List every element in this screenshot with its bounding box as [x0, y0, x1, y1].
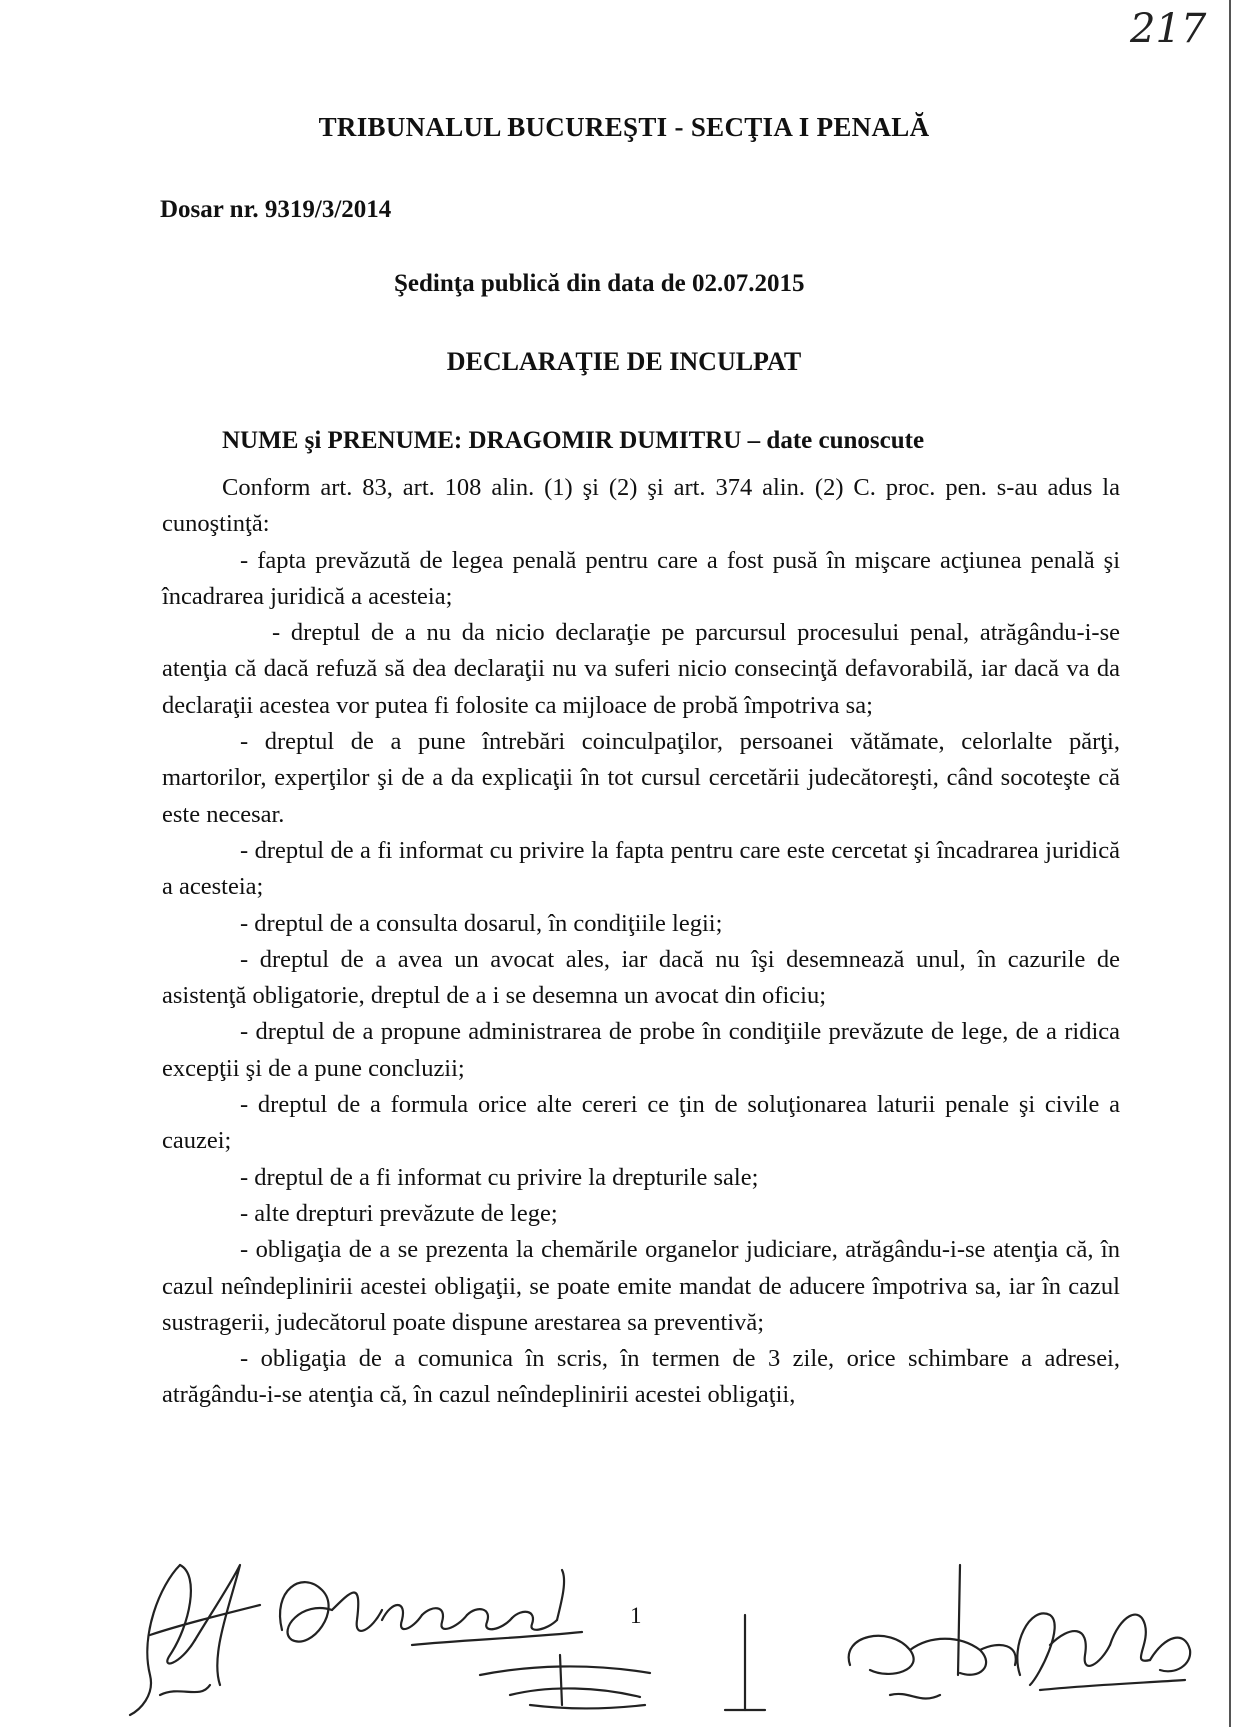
- rights-item: - fapta prevăzută de legea penală pentru care a fost pusă în mişcare acţiunea penală şi încadrarea juridică a acesteia;: [162, 546, 1120, 610]
- rights-item: - dreptul de a pune întrebări coinculpaţilor, persoanei vătămate, celorlalte părţi, martorilor, experţilor şi de a da explicaţii în tot cursul cercetării judecătoreşti, când socoteşte că este necesar.: [162, 728, 1120, 828]
- rights-item: - obligaţia de a comunica în scris, în termen de 3 zile, orice schimbare a adresei, atrăgându-i-se atenţia că, în cazul neîndeplinirii acestei obligaţii,: [162, 1345, 1120, 1409]
- rights-item: - alte drepturi prevăzute de lege;: [240, 1199, 558, 1227]
- rights-item: - dreptul de a avea un avocat ales, iar dacă nu îşi desemnează unul, în cazurile de asistenţă obligatorie, dreptul de a i se desemna un avocat din oficiu;: [162, 945, 1120, 1010]
- rights-item: - dreptul de a fi informat cu privire la drepturile sale;: [240, 1163, 759, 1191]
- rights-item: - obligaţia de a se prezenta la chemările organelor judiciare, atrăgându-i-se atenţia că, în cazul neîndeplinirii acestei obligaţii, se poate emite mandat de aducere împotriva sa, iar în cazul sustragerii, judecătorul poate dispune arestarea sa preventivă;: [162, 1236, 1120, 1336]
- rights-item: - dreptul de a consulta dosarul, în condiţiile legii;: [240, 909, 723, 937]
- defendant-name-line: NUME şi PRENUME: DRAGOMIR DUMITRU – date cunoscute: [222, 427, 925, 454]
- page-number: 1: [630, 1603, 642, 1628]
- rights-item: - dreptul de a fi informat cu privire la fapta pentru care este cercetat şi încadrarea juridică a acesteia;: [162, 836, 1120, 901]
- file-number: Dosar nr. 9319/3/2014: [160, 196, 392, 223]
- court-heading: TRIBUNALUL BUCUREŞTI - SECŢIA I PENALĂ: [318, 112, 930, 142]
- signature-registrar: [1000, 1585, 1200, 1705]
- page-edge-line: [1229, 0, 1231, 1727]
- rights-item: - dreptul de a propune administrarea de probe în condiţiile prevăzute de lege, de a ridica excepţii şi de a pune concluzii;: [162, 1018, 1120, 1082]
- signature-clerk: [470, 1635, 660, 1720]
- rights-item: - dreptul de a formula orice alte cereri ce ţin de soluţionarea laturii penale şi civile a cauzei;: [162, 1091, 1120, 1155]
- document-title: DECLARAŢIE DE INCULPAT: [446, 347, 802, 376]
- rights-item: - dreptul de a nu da nicio declaraţie pe parcursul procesului penal, atrăgându-i-se atenţia că dacă refuză să dea declaraţii nu va suferi nicio consecinţă defavorabilă, iar dacă va da declaraţii acestea vor putea fi folosite ca mijloace de probă împotriva sa;: [162, 619, 1120, 719]
- handwritten-folio-number: 217: [1130, 6, 1207, 52]
- signature-mark: [720, 1610, 770, 1720]
- rights-statement: [162, 470, 1120, 1414]
- signature-defendant-initials: [120, 1545, 270, 1720]
- intro-paragraph: Conform art. 83, art. 108 alin. (1) şi (2) şi art. 374 alin. (2) C. proc. pen. s-au adus la cunoştinţă:: [162, 474, 1120, 538]
- session-date: Şedinţa publică din data de 02.07.2015: [394, 270, 805, 297]
